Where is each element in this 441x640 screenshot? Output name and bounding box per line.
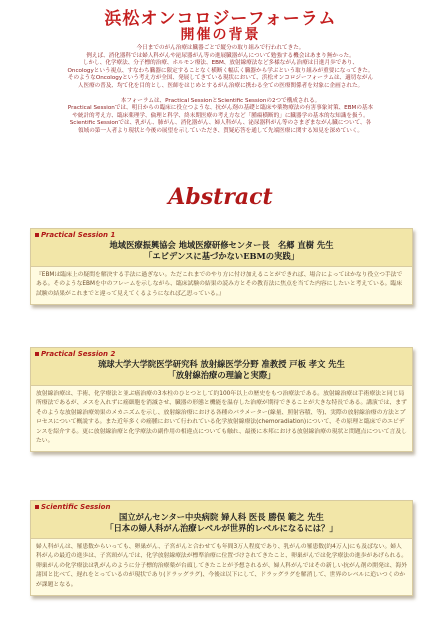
- session-header: [31, 348, 412, 386]
- session-body: 放射線治療は、手術、化学療法と並ぶ癌治療の3本柱のひとつとして約100年以上の歴史をもつ治療法である。放射線治療は手術療法と同じ局所療法であるが、メスを入れずに癌細胞を消滅させ、臓器の形態と機能を温存した治療が期待できることが大きな特長である。講演では、まずそのような放射線治療効果のメカニズムを示し、放射線治療における各種のパラメーター(線量、照射容積、等)、実際の放射線治療の方法とプロセスについて概説する。また近年多くの癌腫において行われている化学放射線療法(chemoradiation)について、その原理と臨床でのエビデンスを紹介する。更に放射線治療と化学療法の副作用の相違点についても触れ、最後に本邦における放射線治療の現状と問題点について言及したい。: [36, 391, 407, 445]
- session-theme: 「日本の婦人科がん治療レベルが世界的レベルになるには？」: [105, 523, 338, 533]
- intro-line: 本フォーラムは、Practical SessionとScientific Sessionの2つで構成される。: [120, 97, 321, 104]
- session-label-text: Practical Session 2: [41, 350, 116, 358]
- session-card-practical-2: [30, 347, 413, 452]
- session-header: [31, 501, 412, 539]
- session-label-text: Practical Session 1: [41, 231, 116, 239]
- square-bullet-icon: [35, 505, 39, 509]
- session-speaker: 国立がんセンター中央病院 婦人科 医長 勝俣 範之 先生: [119, 512, 324, 522]
- intro-line: 人医療の普及、均て化を目的とし、医師をはじめとするがん治療に携わる全ての医療関係者を対象に企画された。: [77, 82, 364, 89]
- intro-line: Practical Sessionでは、明日からの臨床に役立つような、抗がん剤の基礎と臨床や薬物療法の有害事象対策、EBMの基本: [67, 105, 374, 112]
- square-bullet-icon: [35, 352, 39, 356]
- background-heading: 開催の背景: [180, 27, 261, 43]
- intro-line: 今日までのがん治療は臓器ごとで縦分の取り組みで行われてきた。: [136, 45, 305, 51]
- intro-line: しかし、化学療法、分子標的治療、ホルモン療法、EBM、放射線療法など多様ながん治療は日進月歩であり、: [82, 60, 359, 67]
- session-theme: 「放射線治療の理論と実際」: [167, 370, 276, 380]
- session-speaker: 琉球大学大学院医学研究科 放射線医学分野 准教授 戸板 孝文 先生: [98, 359, 345, 369]
- intro-text: [4, 45, 437, 136]
- session-label: [35, 503, 408, 512]
- abstract-heading: Abstract: [168, 184, 273, 210]
- square-bullet-icon: [35, 233, 39, 237]
- intro-line: 領域の第一人者より現状と今後の展望を示していただき、質疑応答を通して先端医療に関する知見を深めていく。: [78, 127, 363, 134]
- forum-title: 浜松オンコロジーフォーラム: [104, 9, 337, 29]
- intro-line: や統計的考え方、臨床薬理学、倫理と科学、終末期医療の考え方など「腫瘍横断的」に臓器学の基本的な知識を扱う。: [72, 112, 369, 119]
- session-body: 婦人科がんは、罹患数からいっても、卵巣がん、子宮がんと合わせても年間3万人程度であり、乳がんの罹患数(約4万人)にも及ばない。婦人科がんの最近の進歩は、子宮頸がんでは、化学放射線療法が標準治療に位置づけされてきたこと、卵巣がんでは化学療法の進歩があげられる。卵巣がんの化学療法は乳がんのように分子標的治療薬が台頭してきたことが予想されるが、婦人科がんではその新しい抗がん剤の開発は、海外諸国と比べて、遅れをとっているのが現状であり(ドラッグラグ)、今後は以下にして、ドラッグラグを解消して、世界のレベルに追いつくのかが課題となる。: [36, 544, 408, 588]
- intro-line: そのようなOncologyという考え方が全国、発展してきている現状において、浜松オンコロジーフォーラムは、適切ながん: [67, 75, 374, 82]
- session-label-text: Scientific Session: [41, 503, 111, 511]
- session-body: 『EBMは臨床上の疑問を解決する手法に過ぎない。ただこれまでのやり方に付け加えることができれば、場合によってはかなり役立つ手法である。そのようなEBMを中のフレームを示しながら、臨床試験の結果の読み方とその教育法に焦点を当てた内容にしたいと考えている。臨床試験の結果がこれまでと違って見えてくるようになれば乙思っている。』: [36, 272, 403, 297]
- session-label: [35, 350, 408, 359]
- session-card-scientific: [30, 500, 413, 596]
- session-card-practical-1: [30, 228, 413, 305]
- session-header: [31, 229, 412, 267]
- session-speaker: 地域医療振興協会 地域医療研修センター長 名郷 直樹 先生: [109, 240, 334, 250]
- session-label: [35, 231, 408, 240]
- intro-line: Scientific Sessionでは、乳がん、肺がん、消化器がん、婦人科がん、泌尿器科がん等のさまざまながん臓について、各: [69, 120, 372, 127]
- intro-line: Oncologyという視点、すなわち臓器に限定することなく横断く幅広く臓器から学ぶという取り組みが重要になってきた。: [67, 67, 374, 74]
- session-theme: 「エビデンスに基づかないEBMの実践」: [144, 251, 299, 261]
- intro-line: 例えば、消化器科では婦人科がんや泌尿器がん等の進展臓器がんについて勉強する機会はあまり無かった。: [86, 52, 355, 59]
